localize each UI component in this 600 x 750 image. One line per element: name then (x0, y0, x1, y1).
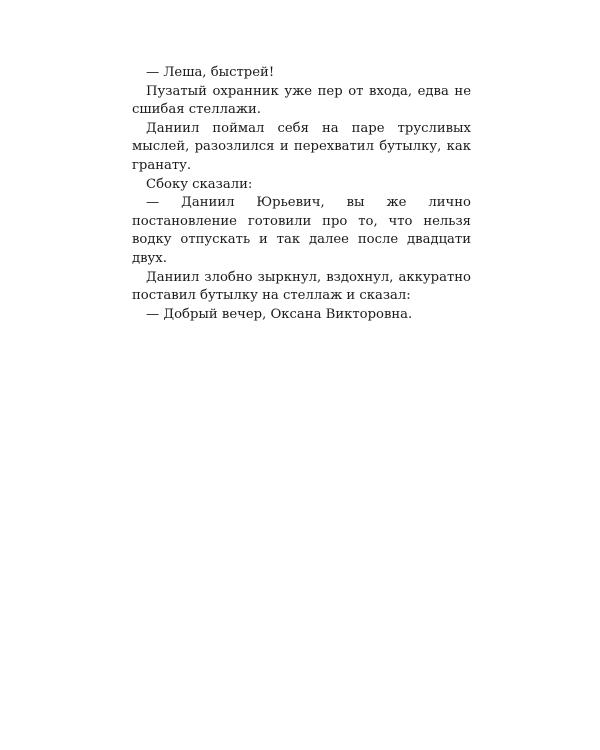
paragraph: — Леша, быстрей! (146, 65, 275, 80)
paragraph: Сбоку сказали: (146, 176, 253, 192)
paragraph: Даниил поймал себя на паре трусливых мыслей, разозлился и перехватил бутылку, как гранату. (132, 120, 471, 173)
paragraph: Даниил злобно зыркнул, вздохнул, аккуратно поставил бутылку на стеллаж и сказал: (132, 269, 471, 304)
paragraph: — Даниил Юрьевич, вы же лично постановление готовили про то, что нельзя водку отпускать и так далее после двадцати двух. (132, 195, 471, 266)
paragraph: Пузатый охранник уже пер от входа, едва не сшибая стеллажи. (132, 83, 471, 118)
paragraph: — Добрый вечер, Оксана Викторовна. (146, 306, 413, 322)
body-text (132, 64, 471, 324)
